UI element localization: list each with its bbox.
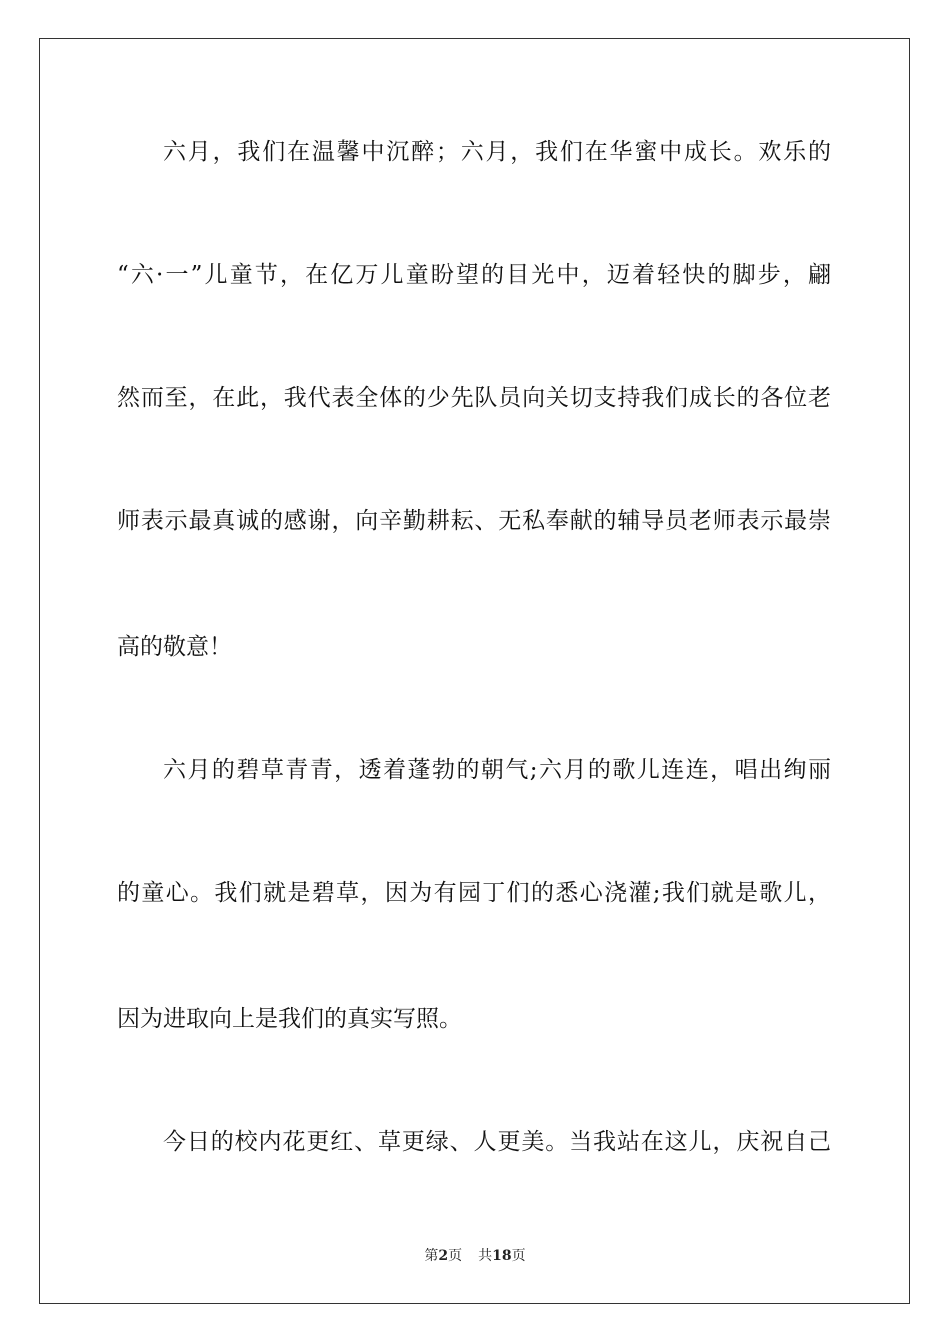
total-pages: 18 [492, 1248, 512, 1264]
page-prefix: 第 [424, 1248, 439, 1264]
paragraph-1-line-2: “六·一”儿童节，在亿万儿童盼望的目光中，迈着轻快的脚步，翩 [117, 262, 831, 288]
paragraph-3-line-1: 今日的校内花更红、草更绿、人更美。当我站在这儿，庆祝自己 [163, 1129, 831, 1155]
paragraph-2-line-1: 六月的碧草青青，透着蓬勃的朝气;六月的歌儿连连，唱出绚丽 [163, 757, 831, 783]
paragraph-1-line-1: 六月，我们在温馨中沉醉；六月，我们在华蜜中成长。欢乐的 [163, 139, 831, 165]
total-suffix: 页 [511, 1248, 526, 1264]
page-number: 2 [438, 1248, 449, 1264]
page-border [39, 38, 910, 1304]
paragraph-2-line-2: 的童心。我们就是碧草，因为有园丁们的悉心浇灌;我们就是歌儿， [117, 880, 831, 906]
total-prefix: 共 [478, 1248, 493, 1264]
paragraph-1-line-4: 师表示最真诚的感谢，向辛勤耕耘、无私奉献的辅导员老师表示最崇 [117, 508, 831, 534]
page-footer [0, 1247, 950, 1265]
paragraph-1-line-3: 然而至，在此，我代表全体的少先队员向关切支持我们成长的各位老 [117, 385, 831, 411]
page-suffix: 页 [448, 1248, 463, 1264]
paragraph-2-line-3: 因为进取向上是我们的真实写照。 [117, 1006, 462, 1032]
paragraph-1-line-5: 高的敬意！ [117, 634, 232, 660]
